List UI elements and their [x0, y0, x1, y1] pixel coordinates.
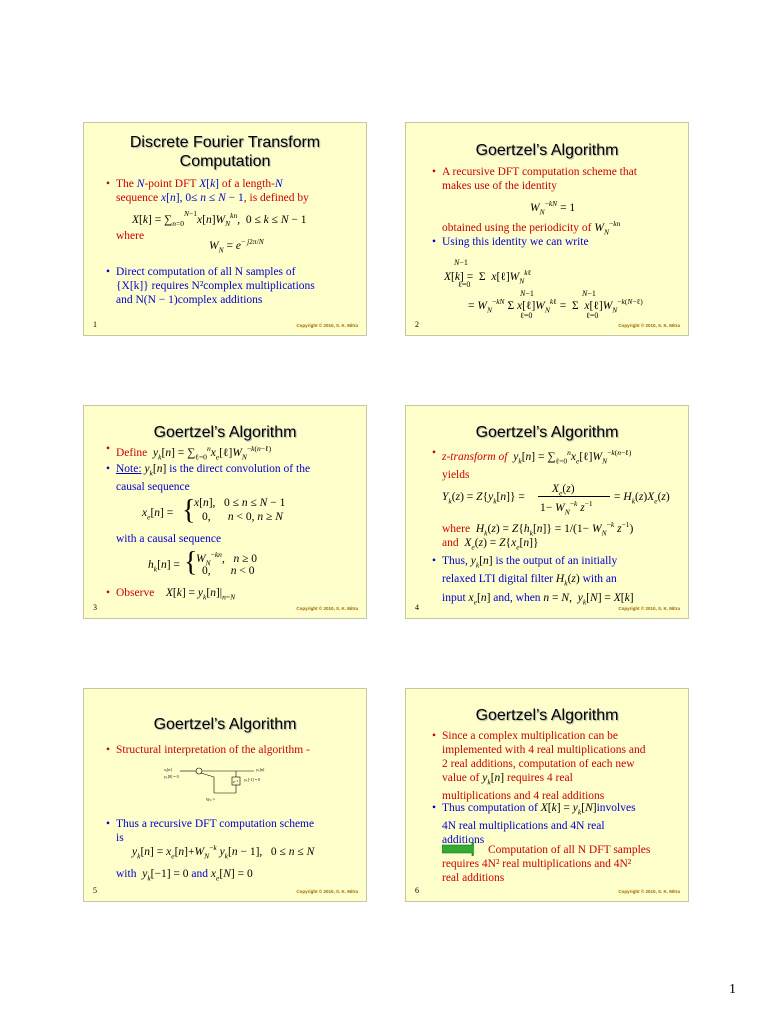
bullet-complex-multiplication: • Since a complex multiplication can be implemented with 4 real multiplications and 2 real additions, computation of each new value of $y_k[n]$ requires 4 real multiplications and 4 real additions [442, 729, 687, 803]
where-label: where [116, 230, 145, 242]
bullet-recursive-scheme: • Thus a recursive DFT computation scheme is [116, 817, 361, 845]
slide-title: Goertzel’s Algorithm [475, 424, 619, 441]
bullet-define: • Define $y_k[n]$ = $\sum_{\ell=0}^nx_e[\ell]W_N^{-k(n-\ell)}$ [116, 442, 271, 464]
slide-5 [83, 688, 367, 902]
slide-number: 1 [93, 320, 97, 329]
slide-title: Discrete Fourier Transform Computation [129, 134, 321, 170]
copyright: Copyright © 2010, S. K. Mitra [296, 323, 358, 328]
slide-3: Goertzel’s Algorithm • Define $y_k[n]$ = $\sum_{\ell=0}^nx_e[\ell]W_N^{-k(n-\ell)}$ • Note: $y_k[n]$ is the direct convolution of the causal sequence $x_e[n]$ = { x[n], 0 ≤ n ≤ N − 1 0, n < 0, n ≥ N with a causal sequence $h_k[n]$ = { $W_N^{-kn}$, n ≥ 0 0, n < 0 • Observe $X[k] = y_k[n]|_{n=N}$ 3 Copyright © 2010, S. K. Mitra [83, 405, 367, 619]
page-number: 1 [729, 982, 736, 997]
initial-conditions: with $y_k[-1] = 0$ and $x_e[N] = 0$ [116, 868, 253, 883]
with-causal-sequence: with a causal sequence [116, 533, 222, 545]
slide-title: Goertzel’s Algorithm [153, 716, 297, 733]
bullet-identity-write: • Using this identity we can write [442, 235, 682, 249]
svg-text:xₑ[n]: xₑ[n] [164, 767, 172, 772]
filter-diagram [162, 763, 282, 813]
copyright: Copyright © 2010, S. K. Mitra [296, 606, 358, 611]
and-xe: and $X_e(z) = Z\{x_e[n]\}$ [442, 537, 539, 552]
dft-equation: $X[k] = \sum_{n=0}^{N-1}x[n]W_N^{kn}$, 0 ≤ k ≤ N − 1 [132, 209, 307, 229]
slide-4: Goertzel’s Algorithm • z-transform of $y_k[n]$ = $\sum_{\ell=0}^nx_e[\ell]W_N^{-k(n-\ell)}$ yields $Y_k(z) = Z\{y_k[n]\}$ = $X_e(z)$ $1- W_N^{-k}$ $z^{-1}$ = $H_k(z)X_e(z)$ where $H_k(z) = Z\{h_k[n]\} = 1/(1- W_N^{-k}$ $z^{-1}$) and $X_e(z) = Z\{x_e[n]\}$ • Thus, $y_k[n]$ is the output of an initially relaxed LTI digital filter $H_k(z)$ with an input $x_e[n]$ and, when n = N, $y_k[N] = X[k]$ 4 Copyright © 2010, S. K. Mitra [405, 405, 689, 619]
bullet-thus-output: • Thus, $y_k[n]$ is the output of an initially relaxed LTI digital filter $H_k(z)$ with an input $x_e[n]$ and, when n = N, $y_k[N] = X[k]$ [442, 554, 687, 609]
svg-text:yₖ[n]: yₖ[n] [256, 767, 265, 772]
copyright: Copyright © 2010, S. K. Mitra [618, 606, 680, 611]
svg-text:z⁻¹: z⁻¹ [233, 779, 239, 784]
slide-2: Goertzel’s Algorithm • A recursive DFT computation scheme that makes use of the identity $W_N^{-kN} = 1$ obtained using the periodicity of $W_N^{-kn}$ • Using this identity we can write N−1 X[k] = Σ $x[\ell]W_N^{k\ell}$ ℓ=0 N−1 N−1 = $W_N^{-kN}$ Σ $x[\ell]W_N^{k\ell} = \Sigma$ $x[\ell]W_N^{-k(N-\ell)}$ ℓ=0 ℓ=0 2 Copyright © 2010, S. K. Mitra [405, 122, 689, 336]
slide-number: 3 [93, 603, 97, 612]
bullet-dft-definition: • The N-point DFT X[k] of a length-N sequence x[n], 0≤ n ≤ N − 1, is defined by [116, 177, 361, 205]
slide-1 [83, 122, 367, 336]
slide-title: Goertzel’s Algorithm [153, 424, 297, 441]
bullet-observe: • Observe $X[k] = y_k[n]|_{n=N}$ [116, 586, 235, 604]
slide-6 [405, 688, 689, 902]
bullet-recursive-scheme: • A recursive DFT computation scheme that makes use of the identity [442, 165, 682, 193]
bullet-note: • Note: $y_k[n]$ is the direct convolution of the causal sequence [116, 462, 366, 494]
twiddle-equation: $W_N = e^{- j2\pi/N}$ [209, 237, 264, 255]
copyright: Copyright © 2010, S. K. Mitra [618, 323, 680, 328]
svg-text:yₖ[0] = 0: yₖ[0] = 0 [164, 774, 179, 779]
where-hk: where $H_k(z) = Z\{h_k[n]\} = 1/(1- W_N^{-k}$ $z^{-1}$) [442, 520, 634, 538]
total-computation-text: Computation of all N DFT samples requires 4N² real multiplications and 4N² real additions [442, 844, 651, 884]
slide-number: 6 [415, 886, 419, 895]
slide-title: Goertzel’s Algorithm [475, 142, 619, 159]
copyright: Copyright © 2010, S. K. Mitra [296, 889, 358, 894]
slide-number: 5 [93, 886, 97, 895]
slide-title: Goertzel’s Algorithm [475, 707, 619, 724]
bullet-z-transform: • z-transform of $y_k[n]$ = $\sum_{\ell=0}^nx_e[\ell]W_N^{-k(n-\ell)}$ yields [442, 446, 631, 482]
svg-text:Wₙ⁻ᵏ: Wₙ⁻ᵏ [206, 797, 215, 802]
bullet-structural: • Structural interpretation of the algorithm - [116, 743, 310, 757]
copyright: Copyright © 2010, S. K. Mitra [618, 889, 680, 894]
periodicity-text: obtained using the periodicity of $W_N^{-kn}$ [442, 219, 621, 237]
slide-number: 4 [415, 603, 419, 612]
slide-number: 2 [415, 320, 419, 329]
identity-equation: $W_N^{-kN} = 1$ [530, 199, 576, 217]
bullet-thus-computation: • Thus computation of $X[k] = y_k[N]involves$ 4N real multiplications and 4N real additions [442, 801, 687, 847]
recursion-equation: $y_k[n] = x_e[n]+W_N^{-k}$ $y_k[n - 1]$, 0 ≤ n ≤ N [132, 843, 315, 861]
bullet-direct-computation: • Direct computation of all N samples of {X[k]} requires N²complex multiplications and N(N − 1)complex additions [116, 265, 361, 307]
svg-text:yₖ[-1] = 0: yₖ[-1] = 0 [244, 777, 260, 782]
